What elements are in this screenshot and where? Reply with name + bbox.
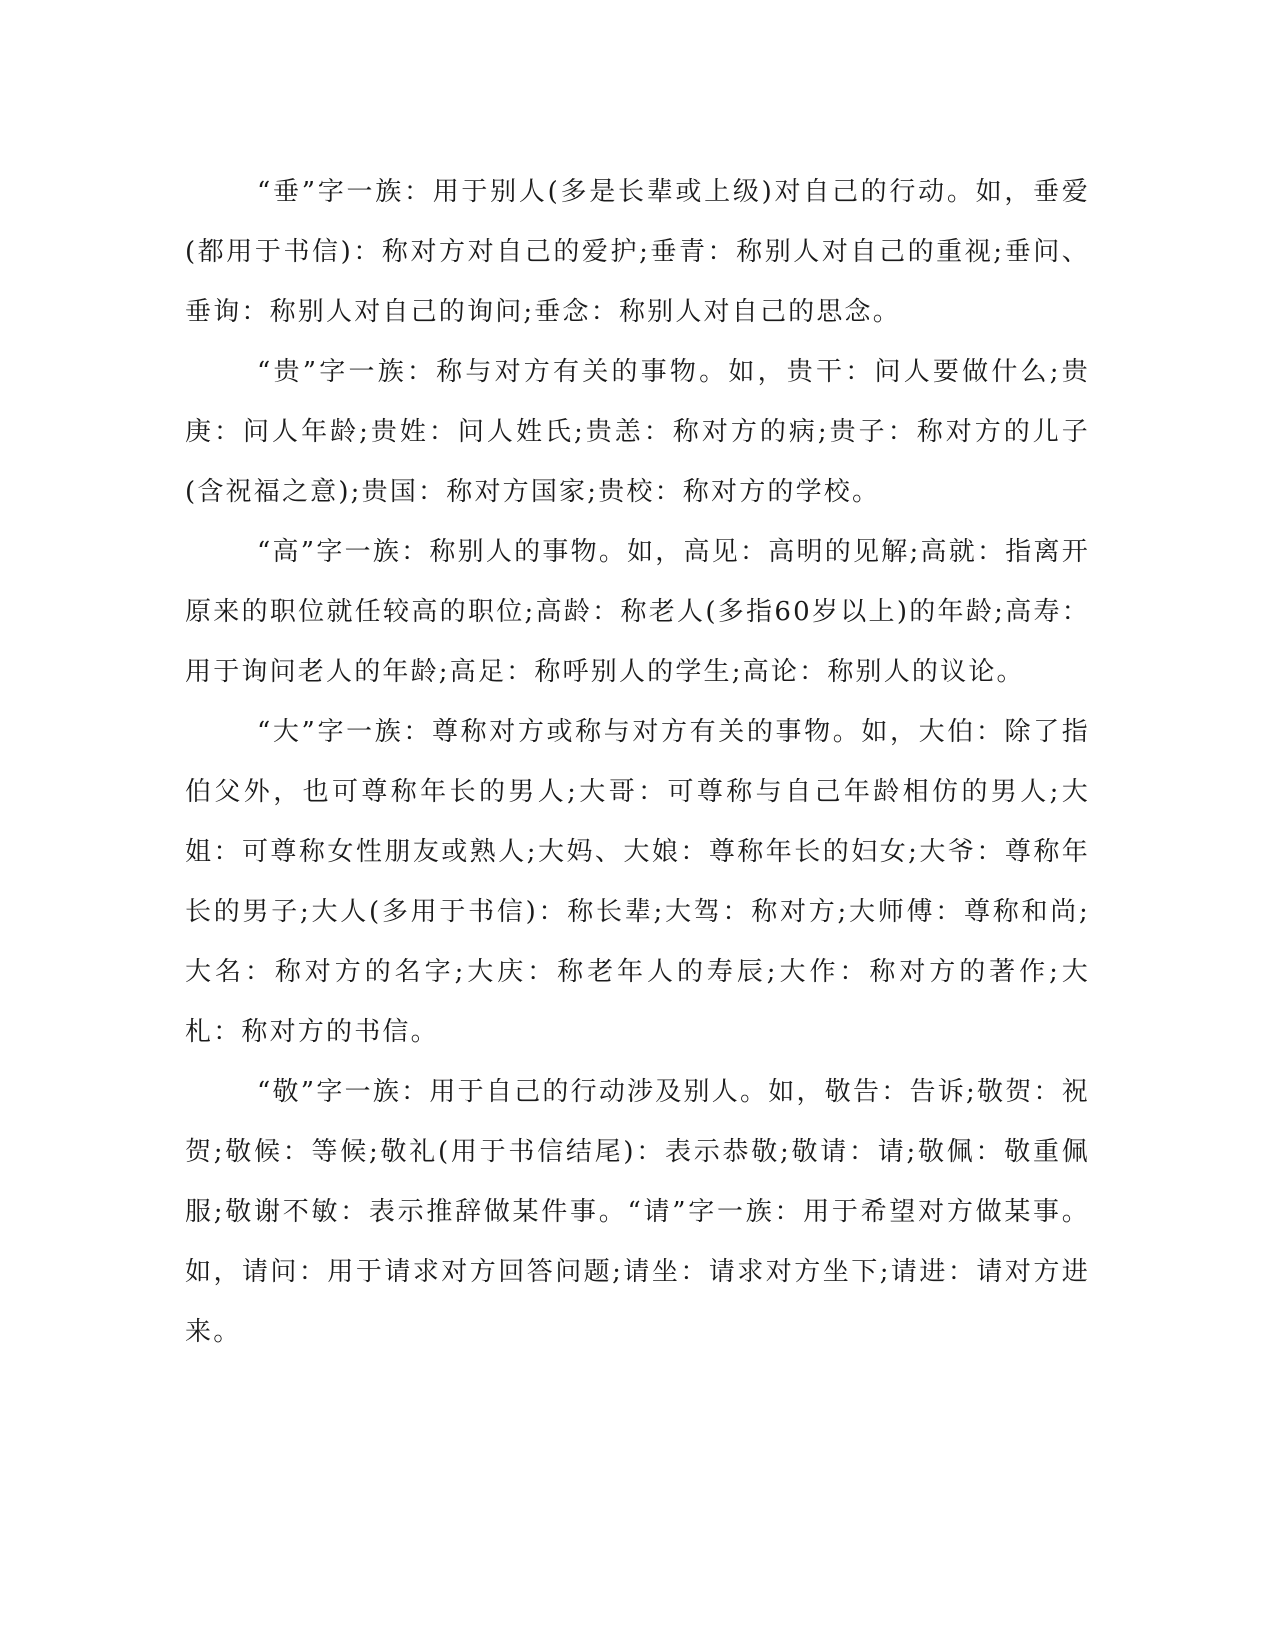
- document-body: [185, 162, 1090, 1362]
- paragraph-da: “大”字一族：尊称对方或称与对方有关的事物。如，大伯：除了指伯父外，也可尊称年长的男人;大哥：可尊称与自己年龄相仿的男人;大姐：可尊称女性朋友或熟人;大妈、大娘：尊称年长的妇女;大爷：尊称年长的男子;大人(多用于书信)：称长辈;大驾：称对方;大师傅：尊称和尚;大名：称对方的名字;大庆：称老年人的寿辰;大作：称对方的著作;大札：称对方的书信。: [185, 717, 1090, 1047]
- paragraph-gao: “高”字一族：称别人的事物。如，高见：高明的见解;高就：指离开原来的职位就任较高的职位;高龄：称老人(多指60岁以上)的年龄;高寿：用于询问老人的年龄;高足：称呼别人的学生;高论：称别人的议论。: [185, 537, 1090, 687]
- paragraph-chui: “垂”字一族：用于别人(多是长辈或上级)对自己的行动。如，垂爱(都用于书信)：称对方对自己的爱护;垂青：称别人对自己的重视;垂问、垂询：称别人对自己的询问;垂念：称别人对自己的思念。: [185, 177, 1090, 327]
- paragraph-jing: “敬”字一族：用于自己的行动涉及别人。如，敬告：告诉;敬贺：祝贺;敬候：等候;敬礼(用于书信结尾)：表示恭敬;敬请：请;敬佩：敬重佩服;敬谢不敏：表示推辞做某件事。“请”字一族：用于希望对方做某事。如，请问：用于请求对方回答问题;请坐：请求对方坐下;请进：请对方进来。: [185, 1077, 1090, 1347]
- paragraph-gui: “贵”字一族：称与对方有关的事物。如，贵干：问人要做什么;贵庚：问人年龄;贵姓：问人姓氏;贵恙：称对方的病;贵子：称对方的儿子(含祝福之意);贵国：称对方国家;贵校：称对方的学校。: [185, 357, 1090, 507]
